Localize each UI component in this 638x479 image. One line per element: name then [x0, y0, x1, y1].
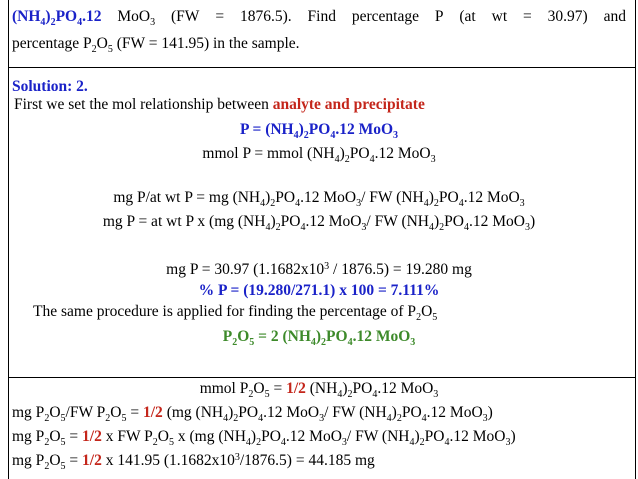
p2o5-relation-equation: $P_2O_5 = 2$ $(NH_4)_2PO_4.12$ MoO$_3$ — [222, 328, 416, 348]
mmol-equation: mmol P = mmol $(NH_4)_2PO_4.12$ MoO$_3$ — [202, 145, 436, 165]
divider-bottom — [8, 377, 636, 378]
problem-word: percentage — [351, 8, 419, 25]
half-factor: 1/2 — [143, 404, 163, 421]
problem-word: = — [523, 8, 532, 25]
problem-word: Find — [307, 8, 336, 25]
problem-word: wt — [491, 8, 508, 25]
intro-text: First we set the mol relationship between — [14, 96, 273, 113]
half-factor: 1/2 — [286, 380, 306, 397]
mg-expression-equation: mg P = at wt P x (mg $(NH_4)_2PO_4.12$ MoO$_3$/ FW $(NH_4)_2PO_4.12$ MoO$_3$) — [102, 213, 536, 233]
half-factor: 1/2 — [82, 428, 102, 445]
intro-line — [14, 96, 425, 114]
relation-equation: $P = (NH_4)_2PO_4.12$ MoO$_3$ — [240, 121, 398, 141]
intro-highlight: analyte and precipitate — [272, 96, 425, 113]
problem-line-2: percentage $P_2O_5$ (FW = 141.95) in the sample. — [12, 35, 300, 55]
mmol-p2o5-equation: mmol $P_2O_5 = 1/2$ $(NH_4)_2PO_4.12$ MoO$_3$ — [199, 380, 439, 400]
mg-p2o5-ratio-equation: mg $P_2O_5/FW$ $P_2O_5 = 1/2$ (mg $(NH_4)_2PO_4.12$ MoO$_3$/ FW $(NH_4)_2PO_4.12$ MoO$_3$) — [12, 404, 493, 424]
problem-line-1 — [12, 8, 626, 26]
problem-word: P — [434, 8, 444, 25]
problem-word: 30.97) — [547, 8, 588, 25]
problem-word: and — [603, 8, 626, 25]
problem-word: MoO$_3$ — [117, 8, 156, 28]
percent-p-result: % P = (19.280/271.1) x 100 = 7.111% — [198, 282, 440, 299]
mg-p2o5-expression-equation: mg $P_2O_5 = 1/2$ x FW $P_2O_5$ x (mg $(NH_4)_2PO_4.12$ MoO$_3$/ FW $(NH_4)_2PO_4.12$ MoO$_3$) — [12, 428, 516, 448]
half-factor: 1/2 — [82, 452, 102, 469]
divider-top — [8, 67, 636, 68]
mg-p2o5-calc-equation: mg $P_2O_5 = 1/2$ x 141.95 $(1.1682x10^3/1876.5) = 44.185$ mg — [12, 452, 375, 472]
problem-word: (FW — [171, 8, 200, 25]
mg-calc-equation: mg P = 30.97 $(1.1682x10^3 / 1876.5) = 19.280$ mg — [166, 261, 472, 278]
solution-heading: Solution: 2. — [12, 78, 88, 95]
problem-word: (at — [459, 8, 476, 25]
problem-word: = — [215, 8, 225, 25]
same-procedure-text: The same procedure is applied for finding the percentage of $P_2O_5$ — [33, 303, 438, 323]
problem-formula: $(NH_4)_2PO_4.12$ — [12, 8, 102, 28]
mg-ratio-equation: mg P/at wt P = mg $(NH_4)_2PO_4.12$ MoO$_3$/ FW $(NH_4)_2PO_4.12$ MoO$_3$ — [113, 189, 525, 209]
problem-word: 1876.5). — [239, 8, 292, 25]
